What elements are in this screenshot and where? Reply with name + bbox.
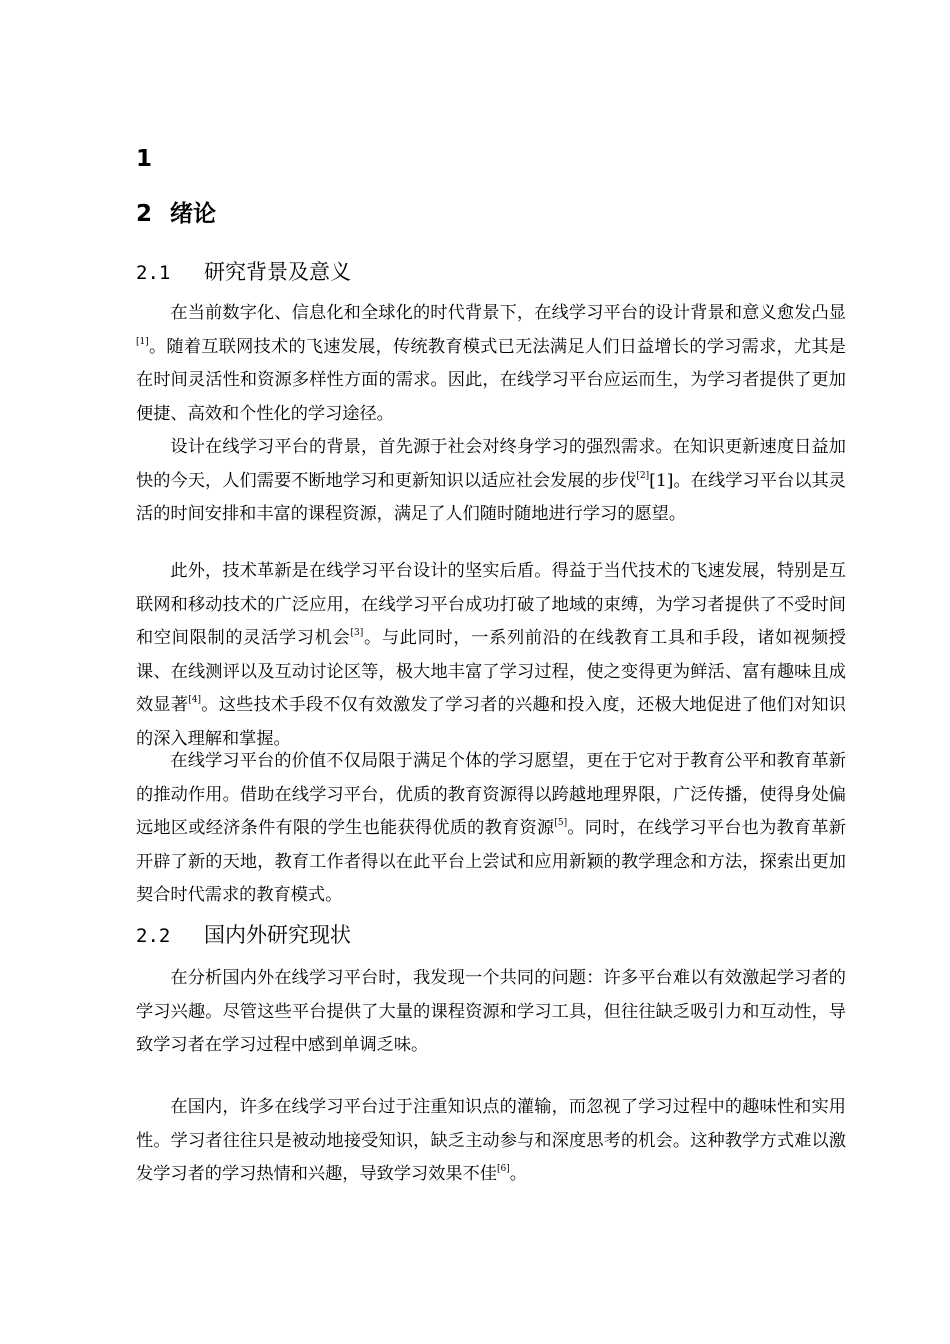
chapter-number: 1 [136,146,153,172]
citation-ref: [3] [350,628,364,638]
section-number: 2.1 [136,262,171,284]
paragraph-2-2-1 [136,962,846,1063]
paragraph-text: [1]。在线学习平台以其灵活的时间安排和丰富的课程资源，满足了人们随时随地进行学习的愿望。 [136,470,846,524]
paragraph-2-1-1 [136,297,846,431]
paragraph-text: 此外，技术革新是在线学习平台设计的坚实后盾。得益于当代技术的飞速发展，特别是互联网和移动技术的广泛应用，在线学习平台成功打破了地域的束缚，为学习者提供了不受时间和空间限制的灵活学习机会 [136,561,846,648]
section-heading-2-2 [136,921,351,950]
paragraph-text: 在国内，许多在线学习平台过于注重知识点的灌输，而忽视了学习过程中的趣味性和实用性。学习者往往只是被动地接受知识，缺乏主动参与和深度思考的机会。这种教学方式难以激发学习者的学习热情和兴趣，导致学习效果不佳 [136,1097,846,1184]
citation-ref: [1] [136,336,149,347]
paragraph-2-1-2 [136,431,846,532]
section-heading-2-1 [136,258,351,287]
chapter-heading-2 [136,199,216,229]
paragraph-2-1-4 [136,745,846,913]
citation-ref: [4] [188,695,202,705]
paragraph-text: 。这些技术手段不仅有效激发了学习者的兴趣和投入度，还极大地促进了他们对知识的深入理解和掌握。 [136,695,846,749]
paragraph-text: 在当前数字化、信息化和全球化的时代背景下，在线学习平台的设计背景和意义愈发凸显 [170,303,846,323]
paragraph-text: 设计在线学习平台的背景，首先源于社会对终身学习的强烈需求。在知识更新速度日益加快的今天，人们需要不断地学习和更新知识以适应社会发展的步伐 [136,437,846,491]
paragraph-text: 。同时，在线学习平台也为教育革新开辟了新的天地，教育工作者得以在此平台上尝试和应用新颖的教学理念和方法，探索出更加契合时代需求的教育模式。 [136,818,846,905]
citation-ref: [6] [496,1164,510,1174]
paragraph-2-1-3 [136,555,846,756]
paragraph-text: 。 [509,1164,527,1184]
citation-ref: [5] [554,818,568,828]
paragraph-text: 。与此同时，一系列前沿的在线教育工具和手段，诸如视频授课、在线测评以及互动讨论区等，极大地丰富了学习过程，使之变得更为鲜活、富有趣味且成效显著 [136,628,846,715]
chapter-number: 2 [136,201,153,227]
section-title: 研究背景及意义 [204,260,351,284]
paragraph-text: 在分析国内外在线学习平台时，我发现一个共同的问题：许多平台难以有效激起学习者的学习兴趣。尽管这些平台提供了大量的课程资源和学习工具，但往往缺乏吸引力和互动性，导致学习者在学习过程中感到单调乏味。 [136,968,846,1055]
chapter-title: 绪论 [170,201,216,227]
chapter-heading-1 [136,144,170,174]
paragraph-text: 。随着互联网技术的飞速发展，传统教育模式已无法满足人们日益增长的学习需求，尤其是在时间灵活性和资源多样性方面的需求。因此，在线学习平台应运而生，为学习者提供了更加便捷、高效和个性化的学习途径。 [136,336,846,424]
section-number: 2.2 [136,925,171,947]
citation-ref: [2] [636,470,650,481]
paragraph-2-2-2 [136,1091,846,1192]
paragraph-text: 在线学习平台的价值不仅局限于满足个体的学习愿望，更在于它对于教育公平和教育革新的推动作用。借助在线学习平台，优质的教育资源得以跨越地理界限，广泛传播，使得身处偏远地区或经济条件有限的学生也能获得优质的教育资源 [136,751,846,838]
section-title: 国内外研究现状 [204,923,351,947]
